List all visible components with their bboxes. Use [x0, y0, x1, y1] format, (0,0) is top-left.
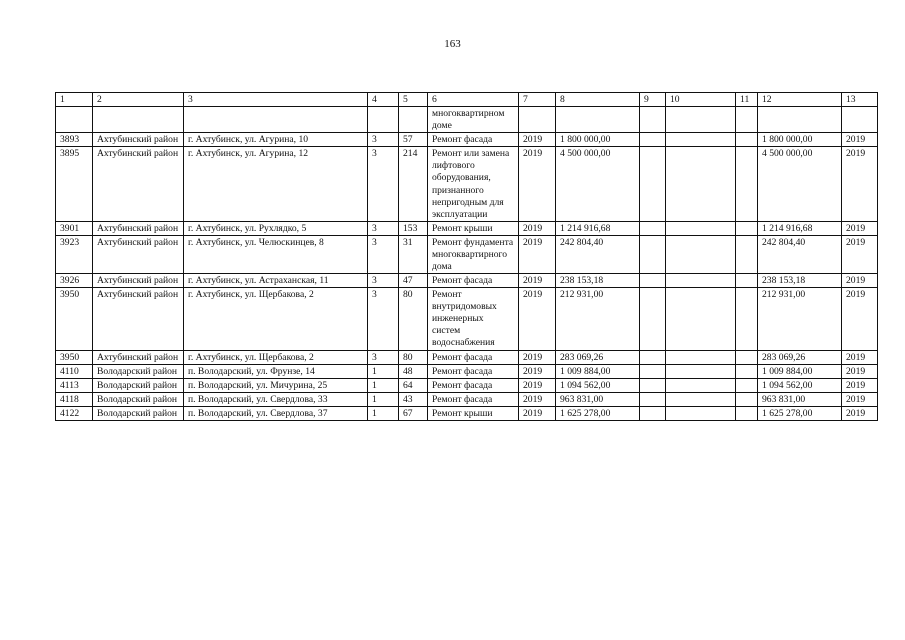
- district-cell: Ахтубинский район: [93, 235, 184, 273]
- value-col-5-cell: 80: [399, 288, 428, 350]
- object-number-cell: 3893: [56, 133, 93, 147]
- year-cell: [519, 107, 556, 133]
- header-cell-6: 6: [428, 93, 519, 107]
- amount-cell: 1 800 000,00: [556, 133, 640, 147]
- work-type-cell: Ремонт крыши: [428, 221, 519, 235]
- year-cell: 2019: [519, 147, 556, 221]
- value-col-11-cell: [736, 378, 758, 392]
- amount-cell: 4 500 000,00: [556, 147, 640, 221]
- object-number-cell: 4118: [56, 392, 93, 406]
- object-number-cell: 4113: [56, 378, 93, 392]
- work-type-cell: Ремонт фасада: [428, 364, 519, 378]
- table-row: [56, 392, 878, 406]
- value-col-9-cell: [640, 392, 666, 406]
- total-amount-cell: 963 831,00: [758, 392, 842, 406]
- table-row: [56, 364, 878, 378]
- value-col-10-cell: [666, 235, 736, 273]
- completion-year-cell: 2019: [842, 221, 878, 235]
- district-cell: Ахтубинский район: [93, 350, 184, 364]
- address-cell: г. Ахтубинск, ул. Рухлядко, 5: [184, 221, 368, 235]
- table-header-row: [56, 93, 878, 107]
- total-amount-cell: 242 804,40: [758, 235, 842, 273]
- value-col-11-cell: [736, 221, 758, 235]
- address-cell: г. Ахтубинск, ул. Щербакова, 2: [184, 350, 368, 364]
- value-col-10-cell: [666, 406, 736, 420]
- work-type-cell: Ремонт фасада: [428, 378, 519, 392]
- total-amount-cell: [758, 107, 842, 133]
- table-row: [56, 406, 878, 420]
- object-number-cell: 4110: [56, 364, 93, 378]
- value-col-11-cell: [736, 235, 758, 273]
- value-col-5-cell: 31: [399, 235, 428, 273]
- work-type-cell: Ремонт фасада: [428, 274, 519, 288]
- value-col-10-cell: [666, 350, 736, 364]
- year-cell: 2019: [519, 133, 556, 147]
- object-number-cell: 4122: [56, 406, 93, 420]
- district-cell: Ахтубинский район: [93, 221, 184, 235]
- value-col-5-cell: 47: [399, 274, 428, 288]
- amount-cell: 1 094 562,00: [556, 378, 640, 392]
- value-col-4-cell: 1: [368, 406, 399, 420]
- address-cell: г. Ахтубинск, ул. Астраханская, 11: [184, 274, 368, 288]
- total-amount-cell: 4 500 000,00: [758, 147, 842, 221]
- value-col-9-cell: [640, 107, 666, 133]
- district-cell: Ахтубинский район: [93, 274, 184, 288]
- district-cell: Володарский район: [93, 378, 184, 392]
- header-cell-12: 12: [758, 93, 842, 107]
- value-col-11-cell: [736, 392, 758, 406]
- value-col-11-cell: [736, 274, 758, 288]
- total-amount-cell: 1 800 000,00: [758, 133, 842, 147]
- work-type-cell: Ремонт фасада: [428, 350, 519, 364]
- address-cell: п. Володарский, ул. Мичурина, 25: [184, 378, 368, 392]
- district-cell: Володарский район: [93, 364, 184, 378]
- completion-year-cell: 2019: [842, 133, 878, 147]
- address-cell: п. Володарский, ул. Свердлова, 33: [184, 392, 368, 406]
- work-type-cell: Ремонт фасада: [428, 392, 519, 406]
- completion-year-cell: 2019: [842, 147, 878, 221]
- year-cell: 2019: [519, 350, 556, 364]
- address-cell: п. Володарский, ул. Фрунзе, 14: [184, 364, 368, 378]
- page-number: 163: [444, 38, 461, 50]
- address-cell: г. Ахтубинск, ул. Челюскинцев, 8: [184, 235, 368, 273]
- work-type-cell: Ремонт фундамента многоквартирного дома: [428, 235, 519, 273]
- object-number-cell: 3950: [56, 350, 93, 364]
- value-col-4-cell: 3: [368, 235, 399, 273]
- completion-year-cell: 2019: [842, 288, 878, 350]
- value-col-4-cell: 1: [368, 378, 399, 392]
- value-col-5-cell: 43: [399, 392, 428, 406]
- total-amount-cell: 1 094 562,00: [758, 378, 842, 392]
- value-col-5-cell: [399, 107, 428, 133]
- header-cell-2: 2: [93, 93, 184, 107]
- year-cell: 2019: [519, 221, 556, 235]
- value-col-9-cell: [640, 288, 666, 350]
- value-col-4-cell: 3: [368, 288, 399, 350]
- table-row: [56, 221, 878, 235]
- object-number-cell: [56, 107, 93, 133]
- table-row: [56, 133, 878, 147]
- table-row: [56, 378, 878, 392]
- address-cell: г. Ахтубинск, ул. Агурина, 12: [184, 147, 368, 221]
- value-col-5-cell: 153: [399, 221, 428, 235]
- value-col-9-cell: [640, 235, 666, 273]
- work-type-cell: Ремонт или замена лифтового оборудования, признанного непригодным для эксплуатации: [428, 147, 519, 221]
- header-cell-10: 10: [666, 93, 736, 107]
- value-col-9-cell: [640, 221, 666, 235]
- total-amount-cell: 1 009 884,00: [758, 364, 842, 378]
- value-col-5-cell: 67: [399, 406, 428, 420]
- value-col-11-cell: [736, 364, 758, 378]
- header-cell-5: 5: [399, 93, 428, 107]
- year-cell: 2019: [519, 406, 556, 420]
- district-cell: Ахтубинский район: [93, 133, 184, 147]
- value-col-10-cell: [666, 147, 736, 221]
- value-col-9-cell: [640, 350, 666, 364]
- value-col-10-cell: [666, 274, 736, 288]
- value-col-9-cell: [640, 364, 666, 378]
- total-amount-cell: 238 153,18: [758, 274, 842, 288]
- value-col-5-cell: 214: [399, 147, 428, 221]
- total-amount-cell: 1 625 278,00: [758, 406, 842, 420]
- value-col-10-cell: [666, 364, 736, 378]
- value-col-9-cell: [640, 274, 666, 288]
- year-cell: 2019: [519, 378, 556, 392]
- object-number-cell: 3901: [56, 221, 93, 235]
- district-cell: Володарский район: [93, 392, 184, 406]
- total-amount-cell: 212 931,00: [758, 288, 842, 350]
- value-col-10-cell: [666, 221, 736, 235]
- value-col-4-cell: 3: [368, 350, 399, 364]
- value-col-9-cell: [640, 147, 666, 221]
- value-col-4-cell: 1: [368, 364, 399, 378]
- header-cell-4: 4: [368, 93, 399, 107]
- year-cell: 2019: [519, 288, 556, 350]
- value-col-10-cell: [666, 133, 736, 147]
- value-col-11-cell: [736, 406, 758, 420]
- value-col-10-cell: [666, 107, 736, 133]
- completion-year-cell: [842, 107, 878, 133]
- table-body: [56, 93, 878, 421]
- capital-repair-table: [55, 92, 878, 421]
- value-col-10-cell: [666, 288, 736, 350]
- completion-year-cell: 2019: [842, 235, 878, 273]
- table-row: [56, 147, 878, 221]
- completion-year-cell: 2019: [842, 378, 878, 392]
- work-type-cell: Ремонт внутридомовых инженерных систем водоснабжения: [428, 288, 519, 350]
- year-cell: 2019: [519, 364, 556, 378]
- value-col-9-cell: [640, 406, 666, 420]
- completion-year-cell: 2019: [842, 274, 878, 288]
- value-col-9-cell: [640, 133, 666, 147]
- table-row: [56, 107, 878, 133]
- amount-cell: 1 625 278,00: [556, 406, 640, 420]
- year-cell: 2019: [519, 235, 556, 273]
- value-col-10-cell: [666, 378, 736, 392]
- header-cell-1: 1: [56, 93, 93, 107]
- district-cell: Ахтубинский район: [93, 147, 184, 221]
- header-cell-8: 8: [556, 93, 640, 107]
- object-number-cell: 3923: [56, 235, 93, 273]
- work-type-cell: Ремонт фасада: [428, 133, 519, 147]
- completion-year-cell: 2019: [842, 406, 878, 420]
- district-cell: Ахтубинский район: [93, 288, 184, 350]
- table-row: [56, 274, 878, 288]
- year-cell: 2019: [519, 274, 556, 288]
- value-col-4-cell: [368, 107, 399, 133]
- work-type-cell: многоквартирном доме: [428, 107, 519, 133]
- value-col-4-cell: 1: [368, 392, 399, 406]
- completion-year-cell: 2019: [842, 350, 878, 364]
- district-cell: Володарский район: [93, 406, 184, 420]
- amount-cell: 238 153,18: [556, 274, 640, 288]
- header-cell-3: 3: [184, 93, 368, 107]
- value-col-5-cell: 48: [399, 364, 428, 378]
- address-cell: г. Ахтубинск, ул. Агурина, 10: [184, 133, 368, 147]
- district-cell: [93, 107, 184, 133]
- header-cell-7: 7: [519, 93, 556, 107]
- object-number-cell: 3895: [56, 147, 93, 221]
- completion-year-cell: 2019: [842, 392, 878, 406]
- object-number-cell: 3950: [56, 288, 93, 350]
- header-cell-13: 13: [842, 93, 878, 107]
- address-cell: г. Ахтубинск, ул. Щербакова, 2: [184, 288, 368, 350]
- table-row: [56, 288, 878, 350]
- value-col-11-cell: [736, 147, 758, 221]
- amount-cell: 212 931,00: [556, 288, 640, 350]
- object-number-cell: 3926: [56, 274, 93, 288]
- value-col-10-cell: [666, 392, 736, 406]
- total-amount-cell: 1 214 916,68: [758, 221, 842, 235]
- amount-cell: 963 831,00: [556, 392, 640, 406]
- amount-cell: 283 069,26: [556, 350, 640, 364]
- total-amount-cell: 283 069,26: [758, 350, 842, 364]
- value-col-11-cell: [736, 133, 758, 147]
- value-col-11-cell: [736, 350, 758, 364]
- table-row: [56, 350, 878, 364]
- amount-cell: 242 804,40: [556, 235, 640, 273]
- value-col-4-cell: 3: [368, 274, 399, 288]
- table-row: [56, 235, 878, 273]
- header-cell-9: 9: [640, 93, 666, 107]
- value-col-11-cell: [736, 288, 758, 350]
- amount-cell: [556, 107, 640, 133]
- header-cell-11: 11: [736, 93, 758, 107]
- value-col-9-cell: [640, 378, 666, 392]
- value-col-5-cell: 64: [399, 378, 428, 392]
- amount-cell: 1 214 916,68: [556, 221, 640, 235]
- value-col-4-cell: 3: [368, 221, 399, 235]
- value-col-4-cell: 3: [368, 147, 399, 221]
- amount-cell: 1 009 884,00: [556, 364, 640, 378]
- year-cell: 2019: [519, 392, 556, 406]
- address-cell: [184, 107, 368, 133]
- work-type-cell: Ремонт крыши: [428, 406, 519, 420]
- value-col-11-cell: [736, 107, 758, 133]
- value-col-5-cell: 57: [399, 133, 428, 147]
- value-col-5-cell: 80: [399, 350, 428, 364]
- address-cell: п. Володарский, ул. Свердлова, 37: [184, 406, 368, 420]
- completion-year-cell: 2019: [842, 364, 878, 378]
- value-col-4-cell: 3: [368, 133, 399, 147]
